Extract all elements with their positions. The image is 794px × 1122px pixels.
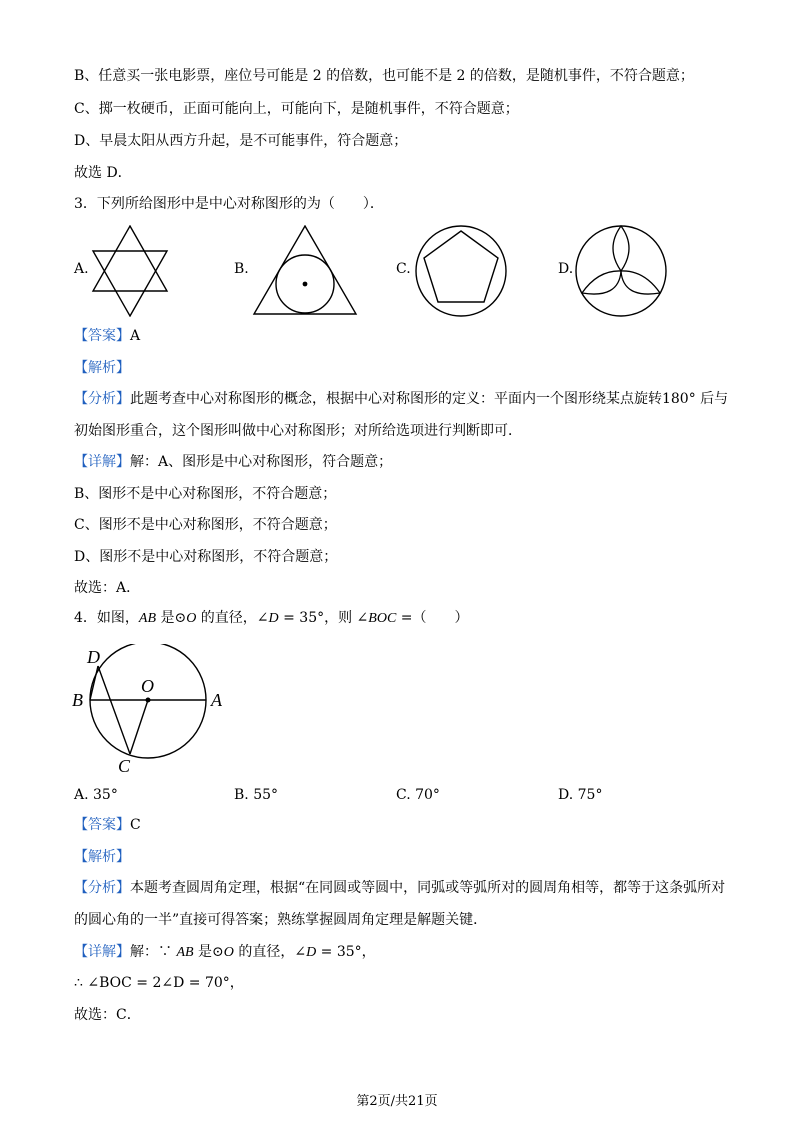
text-line: ∴ ∠BOC = 2∠D = 70°， [74,975,244,991]
q3-xiangjie: 【详解】解：A、图形是中心对称图形，符合题意； [74,454,393,470]
label-a: A [211,690,222,710]
text-line: 的圆心角的一半”直接可得答案；熟练掌握圆周角定理是解题关键． [74,912,488,928]
question-4: 4．如图，AB 是⊙O 的直径，∠D = 35°，则 ∠BOC =（ ） [74,610,469,626]
q4-option-a: A. 35° [74,787,118,803]
label-b: B [72,690,83,710]
circle-geometry-figure [70,644,230,776]
q4-option-b: B. 55° [234,787,279,803]
text-line: C、掷一枚硬币，正面可能向上，可能向下，是随机事件，不符合题意； [74,101,519,117]
q3-fenxi: 【分析】此题考查中心对称图形的概念，根据中心对称图形的定义：平面内一个图形绕某点旋转180° 后与 [74,391,729,407]
q4-option-d: D. 75° [558,787,603,803]
q3-option-a-label: A. [74,261,89,277]
text-line: B、图形不是中心对称图形，不符合题意； [74,486,337,502]
q3-answer: 【答案】A [74,328,141,344]
q3-option-c-label: C. [396,261,411,277]
label-d: D [87,647,100,667]
text-line: 初始图形重合，这个图形叫做中心对称图形；对所给选项进行判断即可． [74,423,522,439]
text-line: C、图形不是中心对称图形，不符合题意； [74,517,337,533]
q3-option-d-label: D. [558,261,574,277]
page-footer: 第2页/共21页 [356,1094,438,1109]
q4-answer: 【答案】C [74,817,141,833]
text-line: D、早晨太阳从西方升起，是不可能事件，符合题意； [74,133,408,149]
label-o: O [141,676,154,696]
triangle-incircle-figure [252,225,358,315]
text-line: B、任意买一张电影票，座位号可能是 2 的倍数，也可能不是 2 的倍数，是随机事件，不符合题意； [74,68,694,84]
text-line: D、图形不是中心对称图形，不符合题意； [74,549,338,565]
text-line: 故选：A． [74,580,141,596]
pentagon-circle-figure [414,224,508,318]
text-line: 故选：C． [74,1007,141,1023]
q4-option-c: C. 70° [396,787,440,803]
q4-fenxi: 【分析】本题考查圆周角定理，根据“在同圆或等圆中，同弧或等弧所对的圆周角相等，都等于这条弧所对 [74,880,726,896]
q3-option-b-label: B. [234,261,249,277]
three-petal-circle-figure [574,224,668,318]
question-3: 3．下列所给图形中是中心对称图形的为（ ）． [74,196,384,212]
text-line: 故选 D． [74,165,132,181]
q4-analysis-tag: 【解析】 [74,849,130,865]
q4-xiangjie: 【详解】解：∵ AB 是⊙O 的直径，∠D = 35°， [74,944,376,960]
q3-analysis-tag: 【解析】 [74,360,130,376]
label-c: C [118,756,131,776]
hexagram-figure [90,225,170,317]
